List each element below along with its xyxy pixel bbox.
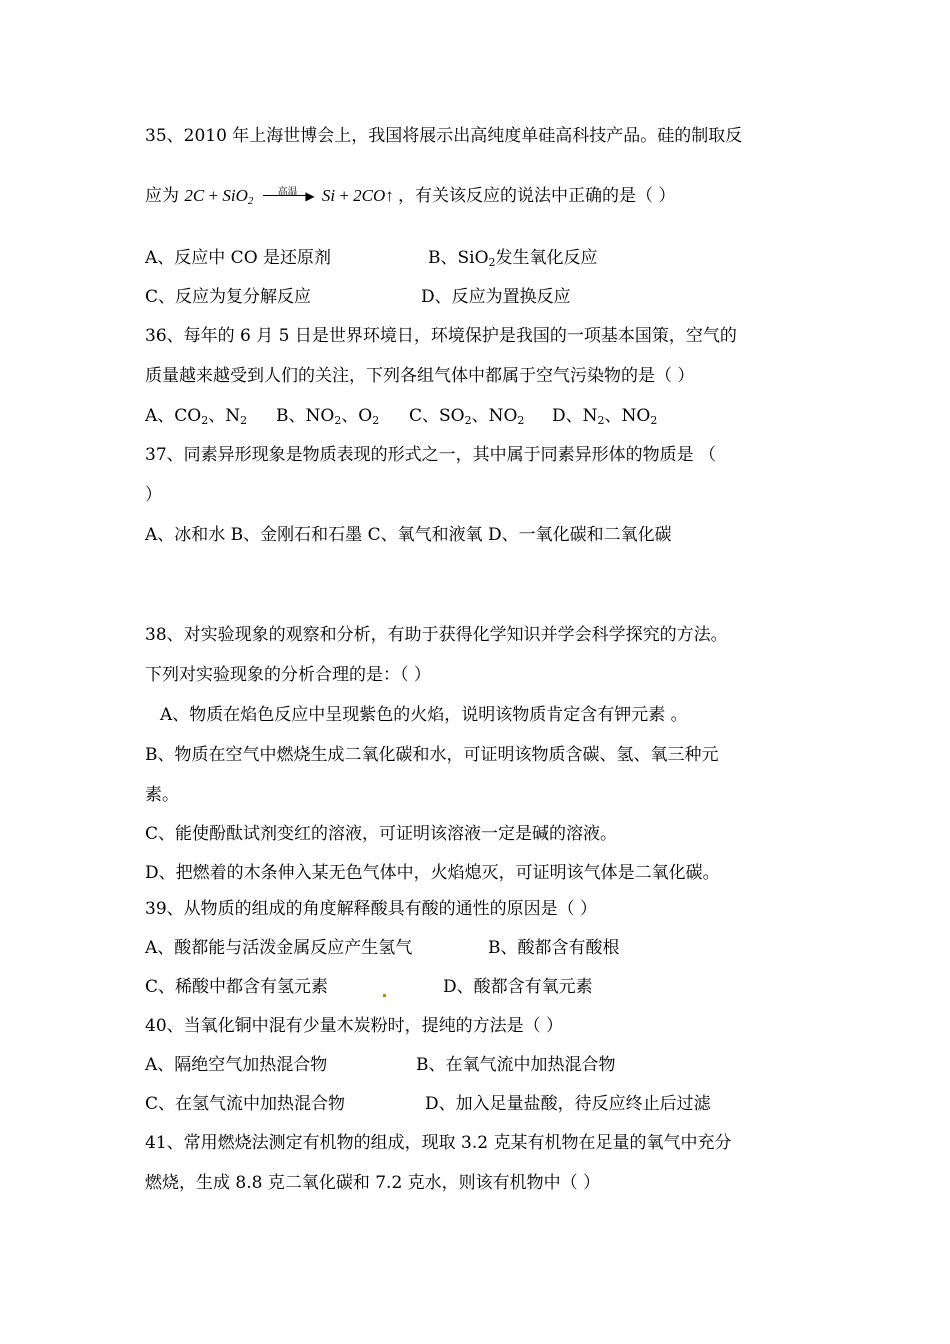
reaction-arrow [261,187,315,207]
arrow-head-icon: ▶ [305,189,315,204]
q38-option-b-line2: 素。 [145,785,179,805]
chemical-equation [184,186,398,205]
q38-option-d: D、把燃着的木条伸入某无色气体中，火焰熄灭，可证明该气体是二氧化碳。 [145,863,720,883]
q40-option-b: B、在氧气流中加热混合物 [416,1055,616,1075]
q35-option-c: C、反应为复分解反应 [145,287,312,307]
eq-subscript: 2 [247,195,254,207]
q38-option-b-line1: B、物质在空气中燃烧生成二氧化碳和水，可证明该物质含碳、氢、氧三种元 [145,745,719,765]
q37-stem-line2: ） [145,485,162,505]
eq-reactant-carbon: 2C [184,186,205,205]
q38-stem-line2: 下列对实验现象的分析合理的是：（ ） [145,665,431,685]
decorative-dot [383,994,386,997]
eq-plus: + [339,186,349,205]
q40-option-c: C、在氢气流中加热混合物 [145,1094,346,1114]
q41-stem-line2: 燃烧，生成 8.8 克二氧化碳和 7.2 克水，则该有机物中（ ） [145,1173,601,1193]
q36-stem-line2: 质量越来越受到人们的关注，下列各组气体中都属于空气污染物的是（ ） [145,366,695,386]
q40-option-d: D、加入足量盐酸，待反应终止后过滤 [425,1094,711,1114]
q35-option-b: B、SiO$_2$发生氧化反应 [428,248,598,269]
eq-product-silicon: Si [321,186,336,205]
eq-reactant-silica: SiO [222,186,248,205]
q40-option-a: A、隔绝空气加热混合物 [145,1055,328,1075]
q35-stem-prefix: 应为 [145,186,179,206]
q36-option-b: B、$NO_2$、$O_2$ [276,406,380,427]
q40-stem: 40、当氧化铜中混有少量木炭粉时，提纯的方法是（ ） [145,1016,564,1036]
q39-option-b: B、酸都含有酸根 [488,938,620,958]
q38-option-a: A、物质在焰色反应中呈现紫色的火焰，说明该物质肯定含有钾元素 。 [160,705,688,725]
q39-option-d: D、酸都含有氧元素 [443,977,593,997]
q35-stem-suffix: ，有关该反应的说法中正确的是（ ） [398,186,676,206]
q36-option-c: C、$SO_2$、$NO_2$ [409,406,525,427]
gas-arrow-icon: ↑ [385,186,394,205]
arrow-shaft [263,195,309,196]
q39-option-a: A、酸都能与活泼金属反应产生氢气 [145,938,413,958]
q35-stem-line1: 35、2010 年上海世博会上，我国将展示出高纯度单硅高科技产品。硅的制取反 [145,126,743,146]
q36-stem-line1: 36、每年的 6 月 5 日是世界环境日，环境保护是我国的一项基本国策，空气的 [145,326,737,346]
q35-option-a: A、反应中 CO 是还原剂 [145,248,332,268]
q38-option-c: C、能使酚酞试剂变红的溶液，可证明该溶液一定是碱的溶液。 [145,824,618,844]
q35-option-d: D、反应为置换反应 [421,287,571,307]
reaction-condition: 高温 [277,187,298,199]
eq-plus: + [208,186,219,205]
q37-options: A、冰和水 B、金刚石和石墨 C、氧气和液氧 D、一氧化碳和二氧化碳 [145,525,672,545]
q39-option-c: C、稀酸中都含有氢元素 [145,977,329,997]
q36-option-a: A、$CO_2$、$N_2$ [145,406,248,427]
q39-stem: 39、从物质的组成的角度解释酸具有酸的通性的原因是（ ） [145,899,598,919]
q36-option-d: D、$N_2$、$NO_2$ [552,406,658,427]
q41-stem-line1: 41、常用燃烧法测定有机物的组成，现取 3.2 克某有机物在足量的氧气中充分 [145,1133,732,1153]
eq-product-co: 2CO [353,186,386,205]
q38-stem-line1: 38、对实验现象的观察和分析，有助于获得化学知识并学会科学探究的方法。 [145,625,728,645]
q37-stem-line1: 37、同素异形现象是物质表现的形式之一，其中属于同素异形体的物质是 （ [145,445,717,465]
q35-stem-line2 [145,184,675,208]
